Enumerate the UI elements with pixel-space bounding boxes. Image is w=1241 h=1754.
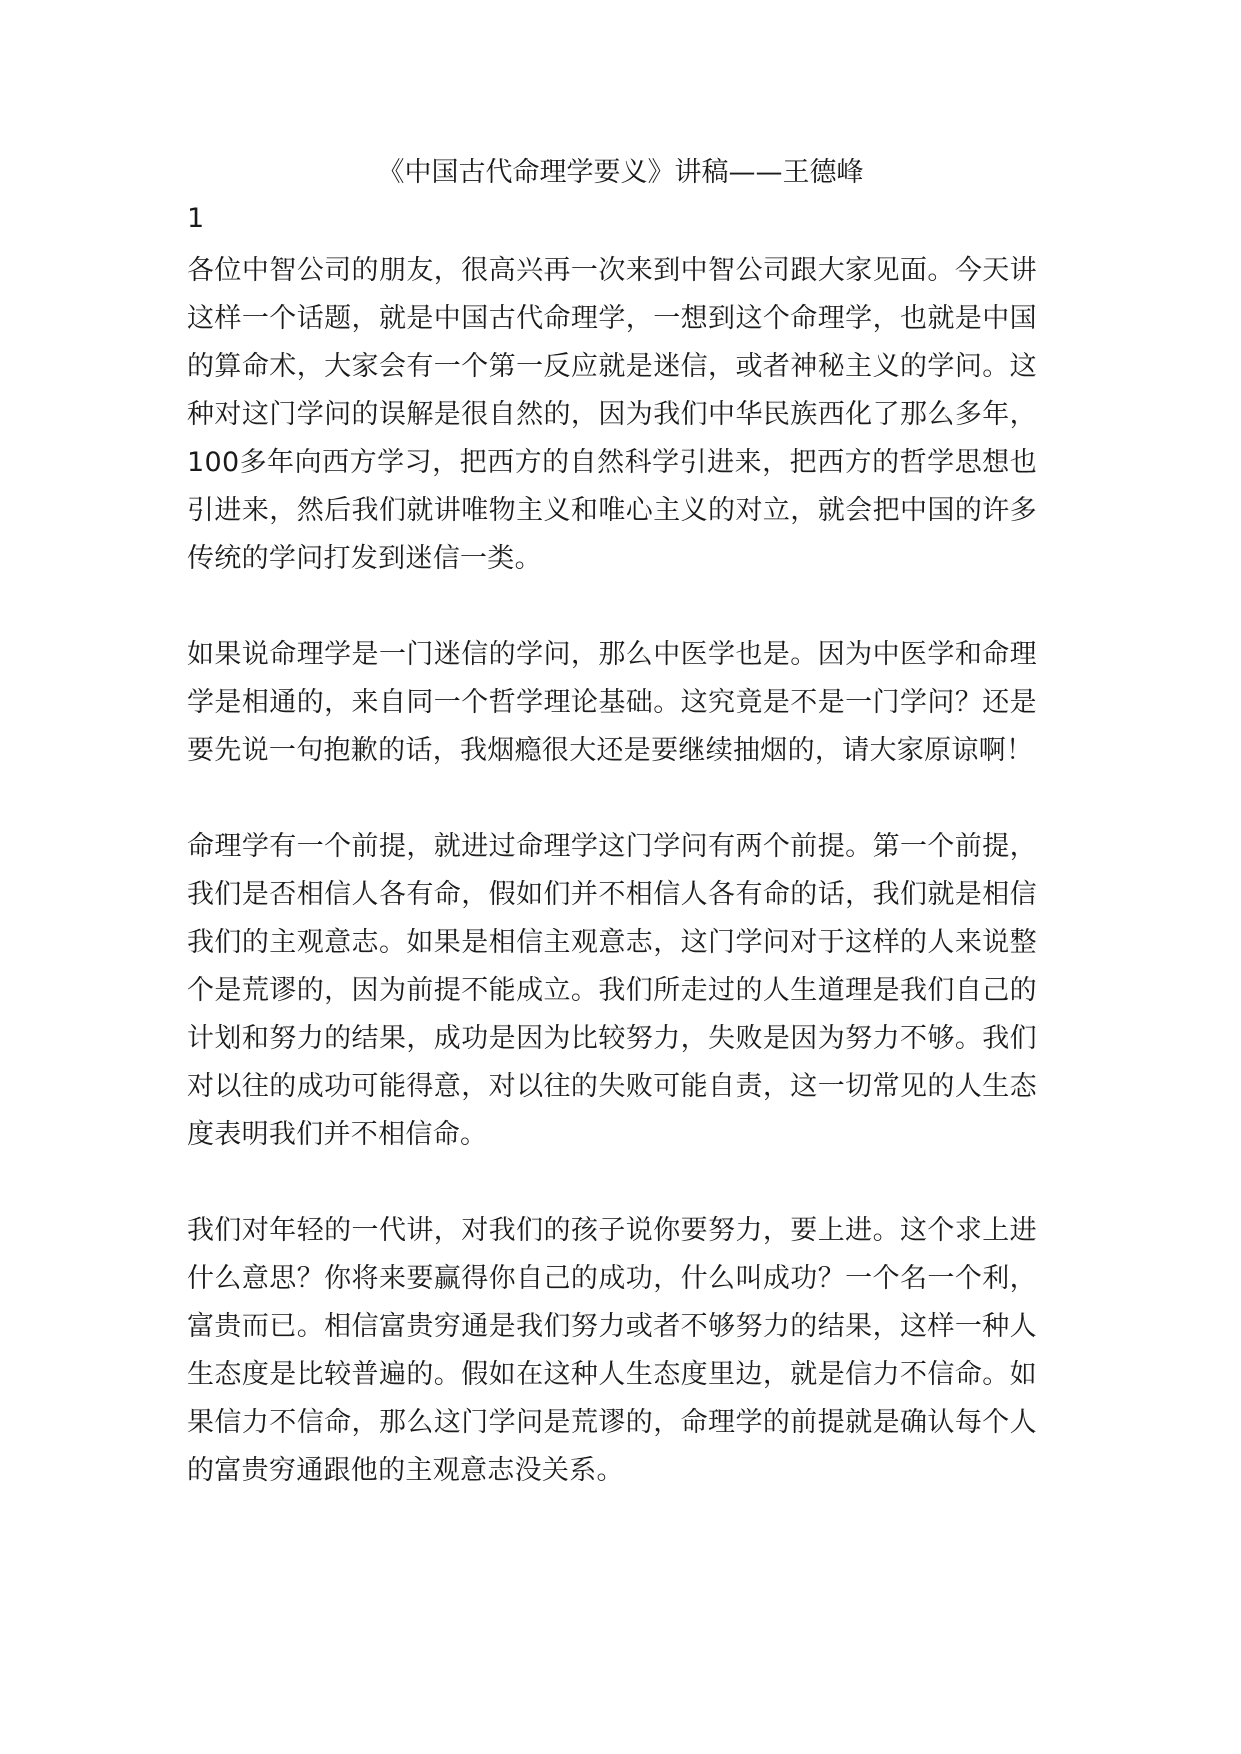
paragraph-3: 命理学有一个前提，就进过命理学这门学问有两个前提。第一个前提，我们是否相信人各有命，假如们并不相信人各有命的话，我们就是相信我们的主观意志。如果是相信主观意志，这门学问对于这样的人来说整个是荒谬的，因为前提不能成立。我们所走过的人生道理是我们自己的计划和努力的结果，成功是因为比较努力，失败是因为努力不够。我们对以往的成功可能得意，对以往的失败可能自责，这一切常见的人生态度表明我们并不相信命。 bbox=[187, 831, 1037, 1150]
document-body bbox=[187, 247, 1037, 1543]
document-title: 《中国古代命理学要义》讲稿——王德峰 bbox=[377, 157, 864, 188]
paragraph-4: 我们对年轻的一代讲，对我们的孩子说你要努力，要上进。这个求上进什么意思？你将来要赢得你自己的成功，什么叫成功？一个名一个利，富贵而已。相信富贵穷通是我们努力或者不够努力的结果，这样一种人生态度是比较普遍的。假如在这种人生态度里边，就是信力不信命。如果信力不信命，那么这门学问是荒谬的，命理学的前提就是确认每个人的富贵穷通跟他的主观意志没关系。 bbox=[187, 1215, 1037, 1486]
section-number: 1 bbox=[187, 203, 205, 234]
paragraph-1: 各位中智公司的朋友，很高兴再一次来到中智公司跟大家见面。今天讲这样一个话题，就是中国古代命理学，一想到这个命理学，也就是中国的算命术，大家会有一个第一反应就是迷信，或者神秘主义的学问。这种对这门学问的误解是很自然的，因为我们中华民族西化了那么多年，100多年向西方学习，把西方的自然科学引进来，把西方的哲学思想也引进来，然后我们就讲唯物主义和唯心主义的对立，就会把中国的许多传统的学问打发到迷信一类。 bbox=[187, 255, 1037, 574]
paragraph-2: 如果说命理学是一门迷信的学问，那么中医学也是。因为中医学和命理学是相通的，来自同一个哲学理论基础。这究竟是不是一门学问？还是要先说一句抱歉的话，我烟瘾很大还是要继续抽烟的，请大家原谅啊！ bbox=[187, 639, 1037, 766]
